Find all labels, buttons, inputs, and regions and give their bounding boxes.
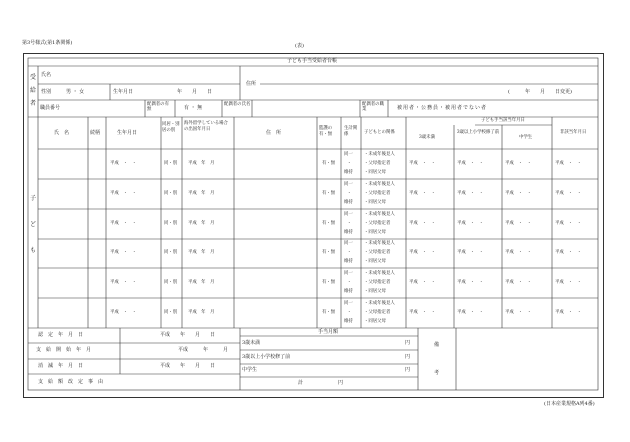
row-living-2: ・ <box>347 191 352 196</box>
employee-no-label: 職員番号 <box>40 105 61 111</box>
row-birth: 平成 ・ ・ <box>110 191 137 196</box>
name-label: 氏名 <box>41 72 52 78</box>
row-overseas: 平成 年 月 <box>188 310 215 315</box>
spouse-value: 有 ・ 無 <box>184 105 203 111</box>
row-rel-3: ・同居父母 <box>364 230 386 235</box>
row-under3-date: 平成 ・ ・ <box>409 250 436 255</box>
row-overseas: 平成 年 月 <box>188 161 215 166</box>
row-rel-2: ・父母指定者 <box>364 221 391 226</box>
end-date-label: 消 滅 年 月 日 <box>38 363 84 369</box>
hdr-allowance-group: 子ども手当該当年月日 <box>481 118 525 123</box>
row-middle-date: 平成 ・ ・ <box>505 191 532 196</box>
row-living-1: 同一 <box>344 241 353 246</box>
row-custody: 有・無 <box>322 250 336 255</box>
row-living-2: ・ <box>347 161 352 166</box>
row-rel-1: ・未成年後見人 <box>364 212 395 217</box>
hdr-birth: 生年月日 <box>117 130 138 136</box>
row-rel-1: ・未成年後見人 <box>364 241 395 246</box>
children-section-char-1: 子 <box>30 195 37 202</box>
row-overseas: 平成 年 月 <box>188 221 215 226</box>
hdr-relationship: 子どもとの関係 <box>364 130 395 135</box>
spouse-name-label: 配偶者の氏名 <box>224 102 251 107</box>
sex-label: 性別 <box>41 89 52 95</box>
row-living-2: ・ <box>347 310 352 315</box>
row-non-applicable-date: 平成 ・ ・ <box>555 280 582 285</box>
birth-label: 生年月日 <box>113 89 134 95</box>
end-date-value: 平成 年 月 日 <box>160 363 216 369</box>
footer-spec: (日本産業規格A列4番) <box>544 401 595 407</box>
hdr-custody: 監護の有・無 <box>319 126 333 137</box>
row-middle-date: 平成 ・ ・ <box>505 310 532 315</box>
row-same-sep: 同・別 <box>164 280 178 285</box>
row-same-sep: 同・別 <box>164 161 178 166</box>
row-same-sep: 同・別 <box>164 191 178 196</box>
row-age3-date: 平成 ・ ・ <box>457 280 484 285</box>
row-living-3: 維持 <box>344 289 353 294</box>
start-month-label: 支 給 開 始 年 月 <box>36 347 92 353</box>
row-under3-date: 平成 ・ ・ <box>409 280 436 285</box>
row-same-sep: 同・別 <box>164 221 178 226</box>
monthly-under3-yen: 円 <box>405 340 411 346</box>
monthly-middle-label: 中学生 <box>242 367 258 373</box>
row-birth: 平成 ・ ・ <box>110 310 137 315</box>
cert-date-value: 平成 年 月 日 <box>160 332 216 338</box>
hdr-under3: 3歳未満 <box>419 135 435 140</box>
hdr-non-applicable: 非該当年月日 <box>560 130 587 135</box>
row-living-2: ・ <box>347 280 352 285</box>
row-custody: 有・無 <box>322 221 336 226</box>
row-living-1: 同一 <box>344 271 353 276</box>
row-custody: 有・無 <box>322 310 336 315</box>
hdr-living: 生計関係 <box>344 126 358 137</box>
spouse-job-value: 被用者・公務員・被用者でない者 <box>397 105 488 111</box>
row-age3-date: 平成 ・ ・ <box>457 161 484 166</box>
row-under3-date: 平成 ・ ・ <box>409 310 436 315</box>
row-rel-2: ・父母指定者 <box>364 191 391 196</box>
address-change: ( 年 月 日変更) <box>508 89 572 95</box>
monthly-total: 計 円 <box>298 380 344 386</box>
row-birth: 平成 ・ ・ <box>110 161 137 166</box>
hdr-name: 氏 名 <box>54 130 70 136</box>
row-middle-date: 平成 ・ ・ <box>505 161 532 166</box>
spouse-label: 配偶者の有無 <box>147 102 169 112</box>
form-number: 第3号様式(第1条関係) <box>22 40 73 46</box>
row-living-3: 維持 <box>344 170 353 175</box>
row-rel-2: ・父母指定者 <box>364 161 391 166</box>
row-custody: 有・無 <box>322 280 336 285</box>
hdr-same-sep: 同居・別居の別 <box>162 122 180 133</box>
row-living-3: 維持 <box>344 259 353 264</box>
spouse-job-label: 配偶者の職業 <box>362 102 384 112</box>
row-living-3: 維持 <box>344 200 353 205</box>
hdr-overseas: 海外留学している場合の出国年月日 <box>184 121 228 132</box>
recipient-section-char-2: 給 <box>30 87 37 94</box>
row-rel-2: ・父母指定者 <box>364 250 391 255</box>
birth-value: 年 月 日 <box>177 89 213 95</box>
row-rel-1: ・未成年後見人 <box>364 271 395 276</box>
row-living-2: ・ <box>347 250 352 255</box>
recipient-section-char-3: 者 <box>30 100 37 107</box>
row-rel-3: ・同居父母 <box>364 289 386 294</box>
row-under3-date: 平成 ・ ・ <box>409 191 436 196</box>
row-birth: 平成 ・ ・ <box>110 280 137 285</box>
row-rel-3: ・同居父母 <box>364 170 386 175</box>
row-overseas: 平成 年 月 <box>188 250 215 255</box>
row-overseas: 平成 年 月 <box>188 280 215 285</box>
row-rel-1: ・未成年後見人 <box>364 152 395 157</box>
row-middle-date: 平成 ・ ・ <box>505 280 532 285</box>
row-living-2: ・ <box>347 221 352 226</box>
row-under3-date: 平成 ・ ・ <box>409 161 436 166</box>
row-rel-3: ・同居父母 <box>364 259 386 264</box>
row-rel-1: ・未成年後見人 <box>364 301 395 306</box>
row-age3-date: 平成 ・ ・ <box>457 191 484 196</box>
address-label: 住所 <box>246 81 257 87</box>
row-under3-date: 平成 ・ ・ <box>409 221 436 226</box>
row-living-3: 維持 <box>344 230 353 235</box>
cert-date-label: 認 定 年 月 日 <box>38 332 84 338</box>
row-custody: 有・無 <box>322 161 336 166</box>
row-non-applicable-date: 平成 ・ ・ <box>555 161 582 166</box>
row-birth: 平成 ・ ・ <box>110 250 137 255</box>
row-same-sep: 同・別 <box>164 310 178 315</box>
row-middle-date: 平成 ・ ・ <box>505 221 532 226</box>
children-section-char-3: も <box>30 247 37 254</box>
row-non-applicable-date: 平成 ・ ・ <box>555 250 582 255</box>
row-rel-3: ・同居父母 <box>364 319 386 324</box>
row-living-1: 同一 <box>344 212 353 217</box>
row-rel-3: ・同居父母 <box>364 200 386 205</box>
row-rel-2: ・父母指定者 <box>364 280 391 285</box>
row-age3-date: 平成 ・ ・ <box>457 221 484 226</box>
row-same-sep: 同・別 <box>164 250 178 255</box>
row-non-applicable-date: 平成 ・ ・ <box>555 191 582 196</box>
row-overseas: 平成 年 月 <box>188 191 215 196</box>
row-birth: 平成 ・ ・ <box>110 221 137 226</box>
monthly-middle-yen: 円 <box>405 367 411 373</box>
row-non-applicable-date: 平成 ・ ・ <box>555 221 582 226</box>
children-section-char-2: ど <box>30 221 37 228</box>
row-age3-date: 平成 ・ ・ <box>457 250 484 255</box>
start-month-value: 平成 年 月 <box>178 347 229 353</box>
hdr-address: 住 所 <box>266 130 282 136</box>
hdr-middle: 中学生 <box>519 135 533 140</box>
row-living-1: 同一 <box>344 152 353 157</box>
monthly-under3-label: 3歳未満 <box>242 340 261 346</box>
register-title: 子ども手当受給者台帳 <box>287 58 338 64</box>
remarks-char-1: 備 <box>434 342 440 348</box>
sex-options: 男 ・ 女 <box>66 89 85 95</box>
row-living-1: 同一 <box>344 301 353 306</box>
row-non-applicable-date: 平成 ・ ・ <box>555 310 582 315</box>
revision-reason-label: 支 給 額 改 定 事 由 <box>38 379 104 385</box>
row-age3-date: 平成 ・ ・ <box>457 310 484 315</box>
monthly-age3-label: 3歳以上小学校修了前 <box>242 354 291 360</box>
row-rel-2: ・父母指定者 <box>364 310 391 315</box>
row-rel-1: ・未成年後見人 <box>364 182 395 187</box>
remarks-char-2: 考 <box>434 370 440 376</box>
hdr-relation: 続柄 <box>90 130 101 136</box>
row-living-3: 維持 <box>344 319 353 324</box>
side-label: (表) <box>295 43 304 49</box>
row-living-1: 同一 <box>344 182 353 187</box>
recipient-section-char-1: 受 <box>30 74 37 81</box>
hdr-age3-primary: 3歳以上小学校修了前 <box>456 130 500 135</box>
row-custody: 有・無 <box>322 191 336 196</box>
row-middle-date: 平成 ・ ・ <box>505 250 532 255</box>
monthly-age3-yen: 円 <box>405 354 411 360</box>
monthly-title: 手当月額 <box>318 329 339 335</box>
